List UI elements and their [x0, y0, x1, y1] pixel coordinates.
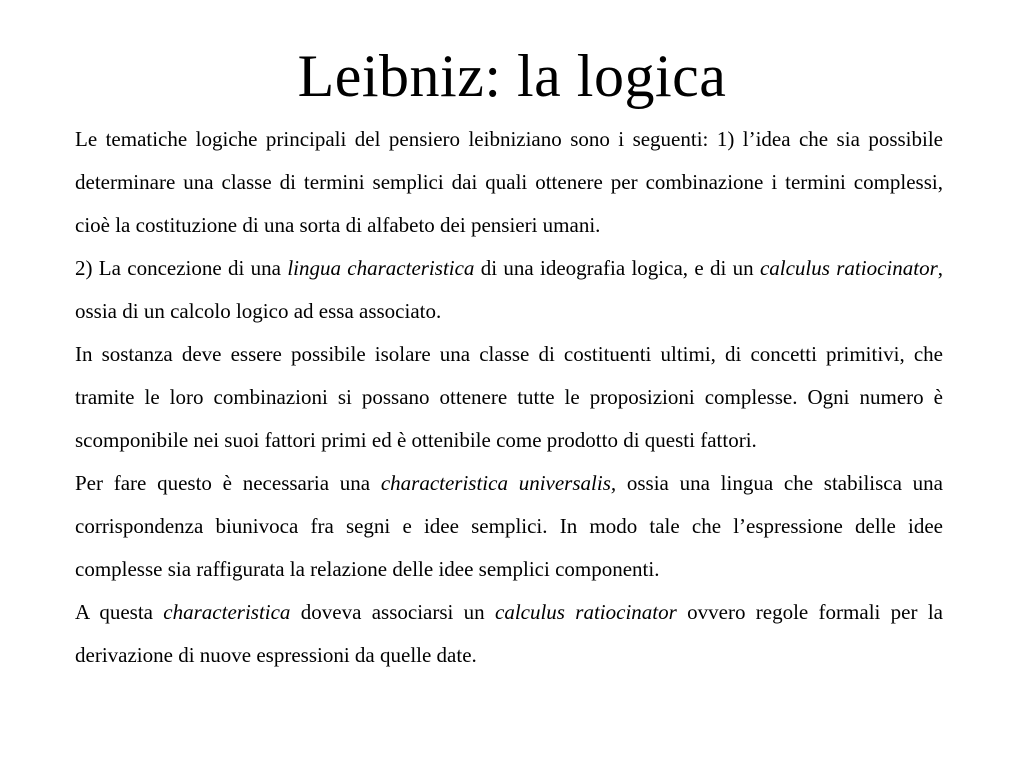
paragraph-3-text: In sostanza deve essere possibile isolare una classe di costituenti ultimi, di concetti primitivi, che tramite le loro combinazioni si possano ottenere tutte le proposizioni complesse. Ogni numero è scomponibile nei suoi fattori primi ed è ottenibile come prodotto di questi fattori. [75, 342, 943, 452]
paragraph-5-segment: ovvero regole formali per la derivazione di nuove espressioni da quelle date. [75, 600, 943, 667]
paragraph-5-term-characteristica: characteristica [163, 600, 291, 624]
paragraph-4-segment: Per fare questo è necessaria una [75, 471, 381, 495]
paragraph-4-segment: ossia una lingua che stabilisca una corrispondenza biunivoca fra segni e idee semplici. In modo tale che l’espressione delle idee complesse sia raffigurata la relazione delle idee semplici componenti. [75, 471, 943, 581]
paragraph-5-term-calculus-ratiocinator: calculus ratiocinator [495, 600, 677, 624]
slide-title: Leibniz: la logica [297, 43, 727, 109]
paragraph-1 [75, 118, 943, 247]
paragraph-4 [75, 462, 943, 591]
paragraph-2-term-calculus-ratiocinator: calculus ratiocinator [759, 256, 938, 280]
paragraph-2-term-lingua-characteristica: lingua characteristica [287, 256, 475, 280]
paragraph-2 [75, 247, 943, 333]
paragraph-1-text: Le tematiche logiche principali del pensiero leibniziano sono i seguenti: 1) l’idea che sia possibile determinare una classe di termini semplici dai quali ottenere per combinazione i termini complessi, cioè la costituzione di una sorta di alfabeto dei pensieri umani. [75, 127, 943, 237]
paragraph-3 [75, 333, 943, 462]
slide-body [75, 118, 943, 677]
paragraph-4-term-characteristica-universalis: characteristica universalis, [380, 471, 617, 495]
paragraph-5 [75, 591, 943, 677]
paragraph-2-segment: , ossia di un calcolo logico ad essa associato. [75, 256, 943, 323]
paragraph-2-segment: 2) La concezione di una [75, 256, 288, 280]
paragraph-5-segment: doveva associarsi un [290, 600, 495, 624]
paragraph-2-segment: di una ideografia logica, e di un [474, 256, 760, 280]
paragraph-5-segment: A questa [75, 600, 164, 624]
